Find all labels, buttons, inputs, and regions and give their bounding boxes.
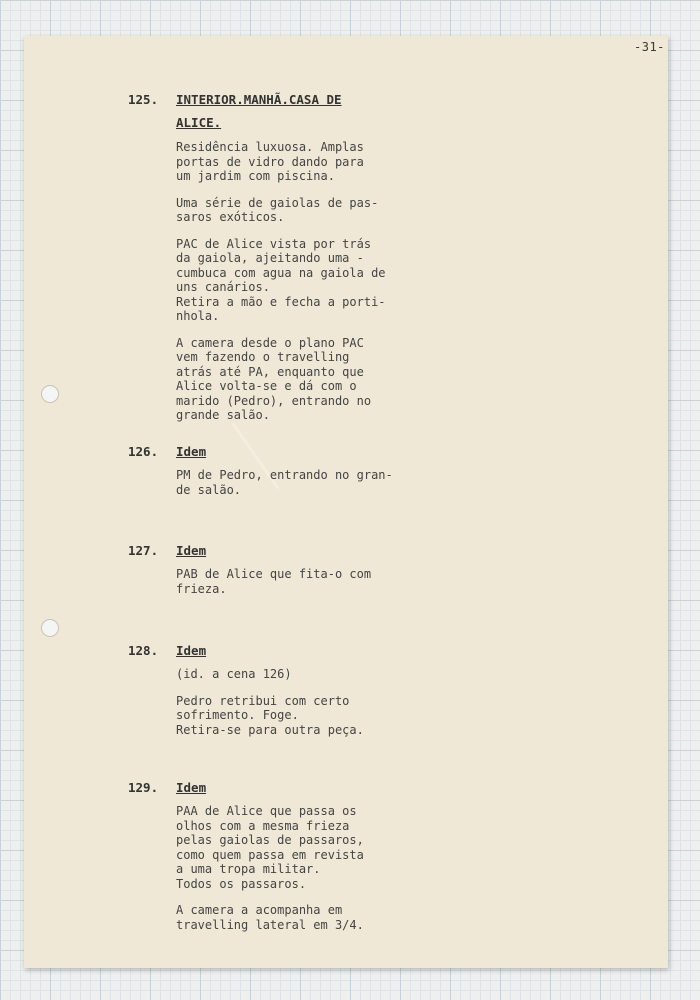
scene-body: [176, 667, 426, 749]
scene-number: 127.: [128, 543, 159, 558]
punch-hole-top: [41, 385, 59, 403]
scene-paragraph: PAB de Alice que fita-o com frieza.: [176, 567, 372, 596]
scene-paragraph: Pedro retribui com certo sofrimento. Foge. Retira-se para outra peça.: [176, 693, 364, 737]
scene-paragraph: A camera a acompanha em travelling lateral em 3/4.: [176, 903, 364, 932]
scene-body: [176, 468, 426, 509]
scene-paragraph: Uma série de gaiolas de pas- saros exóticos.: [176, 195, 379, 224]
scene-paragraph: PAC de Alice vista por trás da gaiola, ajeitando uma - cumbuca com agua na gaiola de uns canários. Retira a mão e fecha a porti- nhola.: [176, 236, 386, 323]
scene-body: [176, 804, 426, 944]
scene-heading: Idem: [176, 780, 207, 795]
paper-sheet: [24, 36, 668, 968]
scene-number: 125.: [128, 92, 159, 107]
punch-hole-bottom: [41, 619, 59, 637]
scene-paragraph: (id. a cena 126): [176, 667, 292, 681]
scene-number: 128.: [128, 643, 159, 658]
scene-paragraph: PAA de Alice que passa os olhos com a mesma frieza pelas gaiolas de passaros, como quem passa em revista a uma tropa militar. Todos os passaros.: [176, 804, 364, 891]
scene-paragraph: Residência luxuosa. Amplas portas de vidro dando para um jardim com piscina.: [176, 140, 364, 183]
scene-paragraph: A camera desde o plano PAC vem fazendo o travelling atrás até PA, enquanto que Alice volta-se e dá com o marido (Pedro), entrando no grande salão.: [176, 335, 372, 422]
scene-heading: INTERIOR.MANHÃ.CASA DE ALICE.: [176, 92, 342, 130]
scene-number: 126.: [128, 444, 159, 459]
scene-body: [176, 567, 426, 608]
scene-body: [176, 140, 426, 435]
scene-heading: Idem: [176, 444, 207, 459]
scene-paragraph: PM de Pedro, entrando no gran- de salão.: [176, 468, 393, 497]
scene-number: 129.: [128, 780, 159, 795]
scene-heading: Idem: [176, 643, 207, 658]
page-number: -31-: [634, 40, 665, 54]
scene-heading: Idem: [176, 543, 207, 558]
